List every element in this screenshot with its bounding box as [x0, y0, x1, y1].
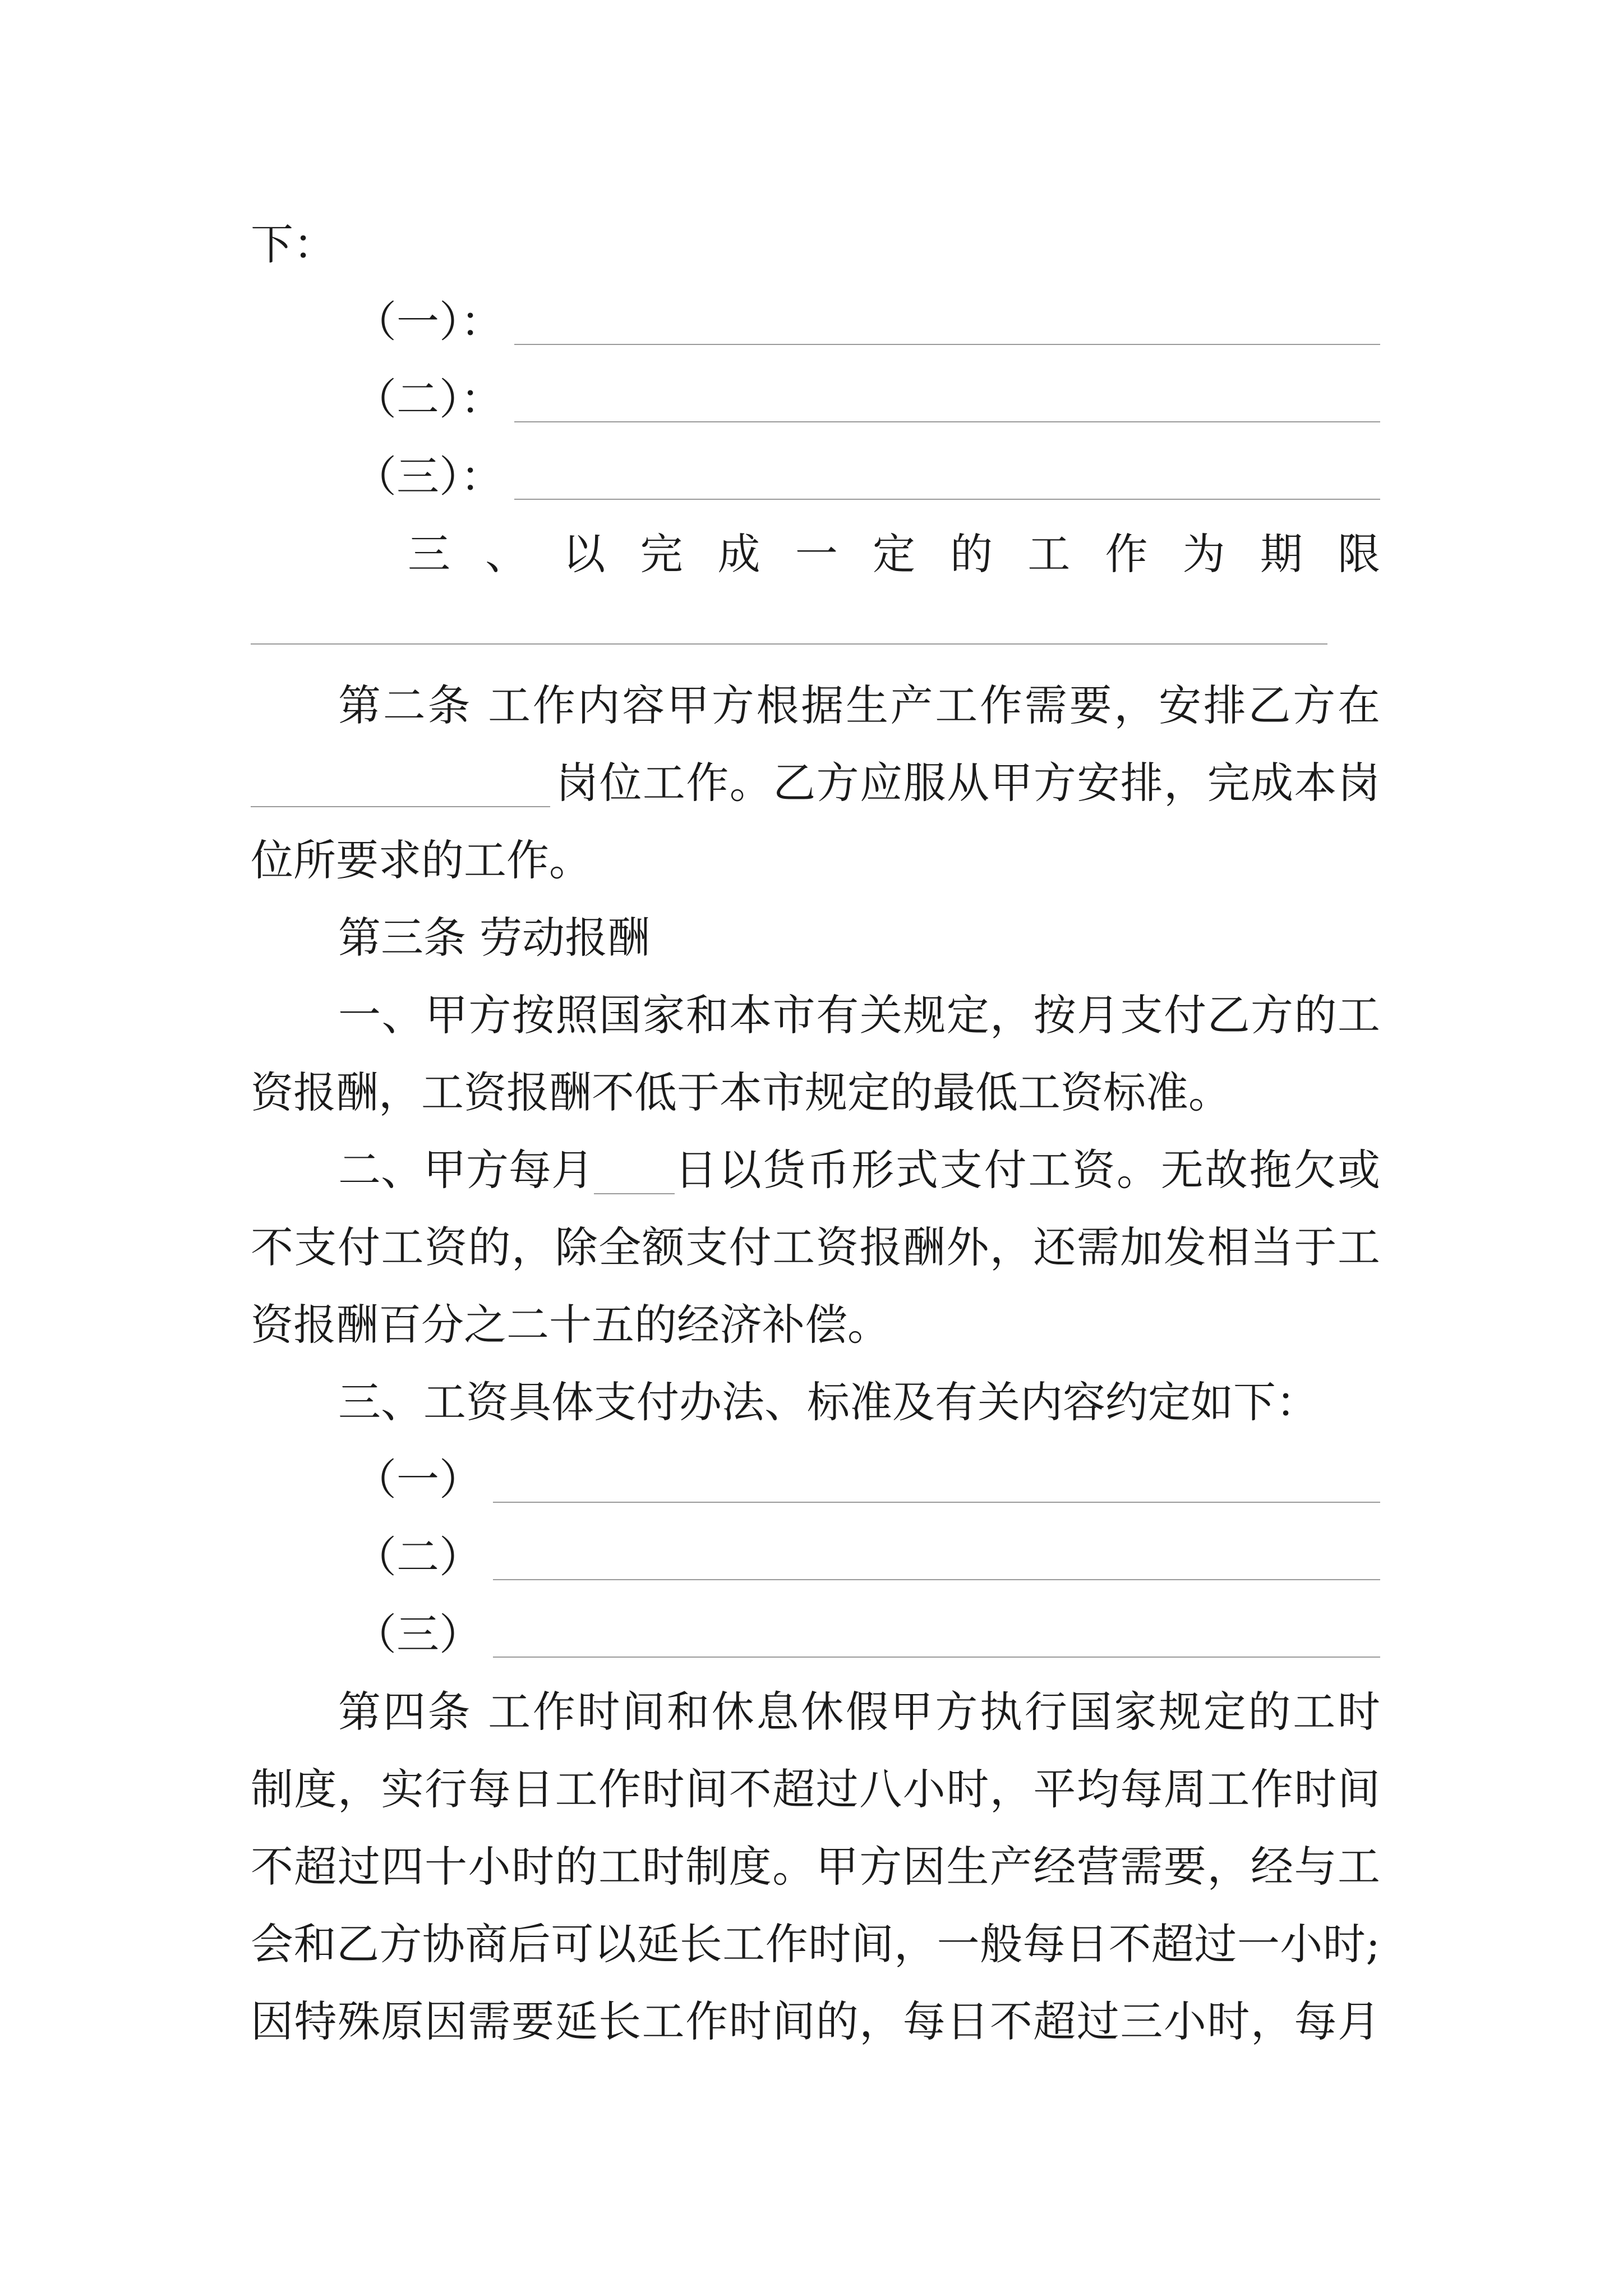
fill-blank[interactable] [514, 443, 1380, 500]
sub-item-label: （二）： [354, 374, 503, 424]
article-4-line-5: 因特殊原因需要延长工作时间的，每日不超过三小时，每月 [251, 1996, 1380, 2046]
pay-day-blank[interactable] [594, 1137, 675, 1194]
article-4-line-3: 不超过四十小时的工时制度。甲方因生产经营需要，经与工 [251, 1842, 1380, 1892]
sub-item-5 [354, 1519, 1380, 1596]
article-4-line-1: 第四条 工作时间和休息休假甲方执行国家规定的工时 [338, 1687, 1380, 1737]
fill-blank[interactable] [493, 1446, 1380, 1503]
article-2-line-2 [251, 744, 1380, 822]
fill-blank[interactable] [493, 1600, 1380, 1658]
article-3-p2-pre: 二、甲方每月 [338, 1145, 594, 1195]
article-3-p2-line-2: 不支付工资的，除全额支付工资报酬外，还需加发相当于工 [251, 1222, 1380, 1272]
fill-blank-line[interactable] [251, 643, 1327, 645]
sub-item-6 [354, 1596, 1380, 1673]
sub-item-3 [354, 438, 1380, 516]
article-3-p3: 三、工资具体支付办法、标准及有关内容约定如下： [338, 1377, 1318, 1427]
sub-item-label: （一） [354, 1455, 482, 1504]
text-line-spaced: 三 、 以 完 成 一 定 的 工 作 为 期 限 [408, 529, 1380, 579]
article-3-p2-line-1 [338, 1131, 1380, 1209]
fill-blank[interactable] [514, 288, 1380, 345]
article-3-title: 第三条 劳动报酬 [338, 913, 651, 963]
article-3-p2-line-3: 资报酬百分之二十五的经济补偿。 [251, 1300, 890, 1350]
sub-item-1 [354, 283, 1380, 361]
article-3-p2-post: 日以货币形式支付工资。无故拖欠或 [675, 1145, 1380, 1195]
article-3-p1-line-2: 资报酬，工资报酬不低于本市规定的最低工资标准。 [251, 1068, 1231, 1117]
article-3-p1-line-1: 一、甲方按照国家和本市有关规定，按月支付乙方的工 [338, 990, 1380, 1040]
article-4-line-2: 制度，实行每日工作时间不超过八小时，平均每周工作时间 [251, 1764, 1380, 1814]
sub-item-label: （一）： [354, 297, 503, 347]
fill-blank[interactable] [514, 365, 1380, 422]
fill-blank[interactable] [493, 1523, 1380, 1580]
sub-item-2 [354, 361, 1380, 438]
position-blank[interactable] [251, 750, 550, 807]
article-2-line-2-text: 岗位工作。乙方应服从甲方安排，完成本岗 [556, 758, 1380, 808]
text-line: 下： [251, 219, 336, 269]
sub-item-4 [354, 1441, 1380, 1519]
sub-item-label: （三） [354, 1609, 482, 1659]
sub-item-label: （二） [354, 1532, 482, 1582]
article-2-line-1: 第二条 工作内容甲方根据生产工作需要，安排乙方在 [338, 680, 1380, 730]
article-2-line-3: 位所要求的工作。 [251, 835, 592, 885]
article-4-line-4: 会和乙方协商后可以延长工作时间，一般每日不超过一小时; [251, 1919, 1380, 1969]
sub-item-label: （三）： [354, 452, 503, 501]
